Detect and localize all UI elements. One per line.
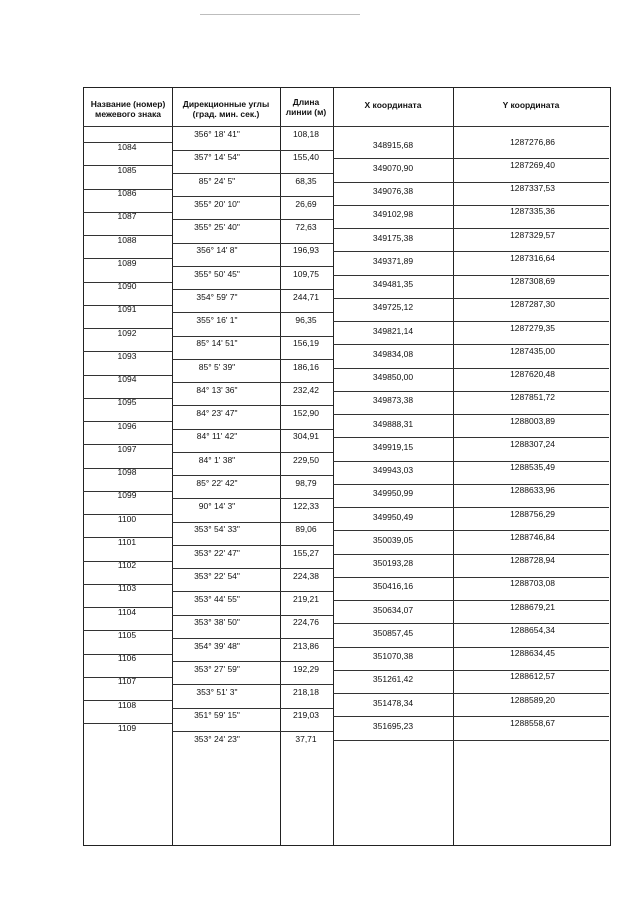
segment-angle: 355° 50' 45" <box>194 268 240 279</box>
segment-angle: 84° 23' 47" <box>196 408 238 418</box>
point-y: 1287276,86 <box>510 136 555 147</box>
segment-length: 224,38 <box>293 570 319 581</box>
point-x: 349481,35 <box>372 279 414 290</box>
point-y: 1287316,64 <box>510 252 555 263</box>
point-y: 1287279,35 <box>510 322 555 333</box>
point-name: 1101 <box>117 536 137 547</box>
segment-length: 37,71 <box>295 733 317 744</box>
point-x: 349850,00 <box>372 372 414 383</box>
point-x: 349834,08 <box>372 348 414 359</box>
point-x: 349076,38 <box>372 186 414 197</box>
segment-length: 108,18 <box>293 129 319 139</box>
point-x: 349371,89 <box>372 255 414 266</box>
point-name: 1088 <box>117 234 137 245</box>
point-x: 349725,12 <box>372 302 414 313</box>
point-y: 1288003,89 <box>510 415 555 426</box>
segment-angle: 355° 16' 1" <box>196 315 238 325</box>
segment-angle: 85° 14' 51" <box>196 338 238 349</box>
segment-angle: 353° 44' 55" <box>194 594 240 604</box>
point-y: 1287269,40 <box>510 159 555 170</box>
point-x: 350416,16 <box>372 581 414 592</box>
point-name: 1093 <box>117 350 137 361</box>
point-y: 1287308,69 <box>510 276 555 287</box>
point-name: 1094 <box>117 374 137 385</box>
point-name: 1089 <box>117 257 137 268</box>
point-name: 1107 <box>117 676 137 687</box>
point-name: 1095 <box>117 397 137 408</box>
point-y: 1287620,48 <box>510 369 555 380</box>
segment-angle: 85° 22' 42" <box>196 477 238 488</box>
point-name: 1096 <box>117 420 137 431</box>
point-x: 349821,14 <box>372 325 414 336</box>
point-name: 1099 <box>117 490 137 501</box>
segment-angle: 354° 59' 7" <box>196 291 238 302</box>
segment-angle: 90° 14' 3" <box>198 501 236 511</box>
point-x: 350039,05 <box>372 534 414 545</box>
segment-length: 186,16 <box>293 361 319 372</box>
point-name: 1086 <box>117 188 137 199</box>
point-y: 1287851,72 <box>510 392 555 403</box>
segment-angle: 355° 25' 40" <box>194 222 240 232</box>
point-name: 1097 <box>117 443 137 454</box>
segment-angle: 356° 18' 41" <box>194 129 240 139</box>
segment-length: 192,29 <box>293 663 319 674</box>
segment-length: 218,18 <box>293 687 319 697</box>
header-name: Название (номер) межевого знака <box>90 99 166 119</box>
segment-length: 219,03 <box>293 710 319 721</box>
point-name: 1105 <box>117 629 137 640</box>
segment-angle: 353° 27' 59" <box>194 663 240 674</box>
segment-length: 304,91 <box>293 431 319 442</box>
point-y: 1288746,84 <box>510 531 555 542</box>
point-y: 1287335,36 <box>510 206 555 217</box>
point-y: 1288633,96 <box>510 485 555 496</box>
segment-length: 232,42 <box>293 384 319 395</box>
segment-length: 244,71 <box>293 291 319 302</box>
point-name: 1109 <box>117 722 137 733</box>
point-y: 1288703,08 <box>510 578 555 589</box>
segment-angle: 353° 22' 54" <box>194 570 240 581</box>
point-name: 1091 <box>117 304 137 315</box>
point-y: 1288756,29 <box>510 508 555 519</box>
point-name: 1104 <box>117 606 137 617</box>
point-name: 1102 <box>117 560 137 571</box>
segment-length: 224,76 <box>293 617 319 628</box>
point-x: 349070,90 <box>372 162 414 173</box>
point-y: 1287435,00 <box>510 345 555 356</box>
point-x: 349175,38 <box>372 232 414 243</box>
segment-angle: 354° 39' 48" <box>194 640 240 651</box>
segment-angle: 353° 51' 3" <box>196 687 238 697</box>
point-name: 1087 <box>117 211 137 222</box>
point-x: 349943,03 <box>372 465 414 476</box>
segment-length: 155,27 <box>293 547 319 558</box>
point-y: 1288612,57 <box>510 671 555 682</box>
point-name: 1108 <box>117 699 137 710</box>
header-x: X координата <box>364 100 422 110</box>
point-y: 1288589,20 <box>510 694 555 705</box>
point-x: 350634,07 <box>372 604 414 615</box>
point-name: 1090 <box>117 281 137 292</box>
point-name: 1084 <box>117 141 137 152</box>
point-x: 351478,34 <box>372 697 414 708</box>
segment-length: 196,93 <box>293 245 319 256</box>
segment-angle: 353° 54' 33" <box>194 524 240 535</box>
point-y: 1287329,57 <box>510 229 555 240</box>
segment-length: 152,90 <box>293 408 319 418</box>
point-x: 351261,42 <box>372 674 414 685</box>
segment-length: 26,69 <box>295 198 317 209</box>
segment-length: 68,35 <box>295 175 317 186</box>
point-y: 1288679,21 <box>510 601 555 612</box>
segment-angle: 84° 13' 36" <box>196 384 238 395</box>
point-name: 1106 <box>117 653 137 664</box>
point-x: 350857,45 <box>372 627 414 638</box>
point-y: 1288535,49 <box>510 462 555 473</box>
segment-angle: 355° 20' 10" <box>194 198 240 209</box>
point-x: 349873,38 <box>372 395 414 406</box>
point-y: 1287337,53 <box>510 183 555 194</box>
point-name: 1085 <box>117 164 137 175</box>
point-y: 1288634,45 <box>510 648 555 659</box>
segment-length: 213,86 <box>293 640 319 651</box>
point-x: 351070,38 <box>372 651 414 662</box>
segment-angle: 84° 11' 42" <box>196 431 238 442</box>
scan-artifact <box>200 14 360 15</box>
header-length: Длина линии (м) <box>285 97 327 117</box>
point-x: 349919,15 <box>372 441 414 452</box>
segment-angle: 85° 24' 5" <box>198 175 236 186</box>
segment-angle: 85° 5' 39" <box>198 361 236 372</box>
point-y: 1288728,94 <box>510 555 555 566</box>
segment-angle: 356° 14' 8" <box>196 245 238 256</box>
segment-length: 122,33 <box>293 501 319 511</box>
segment-length: 72,63 <box>295 222 317 232</box>
point-y: 1288307,24 <box>510 438 555 449</box>
point-x: 349102,98 <box>372 209 414 220</box>
header-angle: Дирекционные углы (град. мин. сек.) <box>182 99 270 119</box>
segment-angle: 84° 1' 38" <box>198 454 236 465</box>
segment-angle: 351° 59' 15" <box>194 710 240 721</box>
segment-angle: 353° 38' 50" <box>194 617 240 628</box>
point-x: 349950,49 <box>372 511 414 522</box>
point-name: 1098 <box>117 467 137 478</box>
point-x: 349950,99 <box>372 488 414 499</box>
point-name: 1092 <box>117 327 137 338</box>
point-y: 1288558,67 <box>510 717 555 728</box>
point-x: 349888,31 <box>372 418 414 429</box>
point-y: 1287287,30 <box>510 299 555 310</box>
segment-length: 98,79 <box>295 477 317 488</box>
point-name: 1103 <box>117 583 137 594</box>
segment-length: 155,40 <box>293 152 319 163</box>
segment-length: 156,19 <box>293 338 319 349</box>
segment-length: 89,06 <box>295 524 317 535</box>
segment-length: 219,21 <box>293 594 319 604</box>
header-y: Y координата <box>502 100 560 110</box>
segment-angle: 353° 22' 47" <box>194 547 240 558</box>
segment-angle: 353° 24' 23" <box>194 733 240 744</box>
segment-length: 96,35 <box>295 315 317 325</box>
point-y: 1288654,34 <box>510 624 555 635</box>
segment-length: 109,75 <box>293 268 319 279</box>
point-x: 351695,23 <box>372 720 414 731</box>
point-x: 350193,28 <box>372 558 414 569</box>
point-x: 348915,68 <box>372 139 414 150</box>
point-name: 1100 <box>117 513 137 524</box>
segment-angle: 357° 14' 54" <box>194 152 240 163</box>
segment-length: 229,50 <box>293 454 319 465</box>
